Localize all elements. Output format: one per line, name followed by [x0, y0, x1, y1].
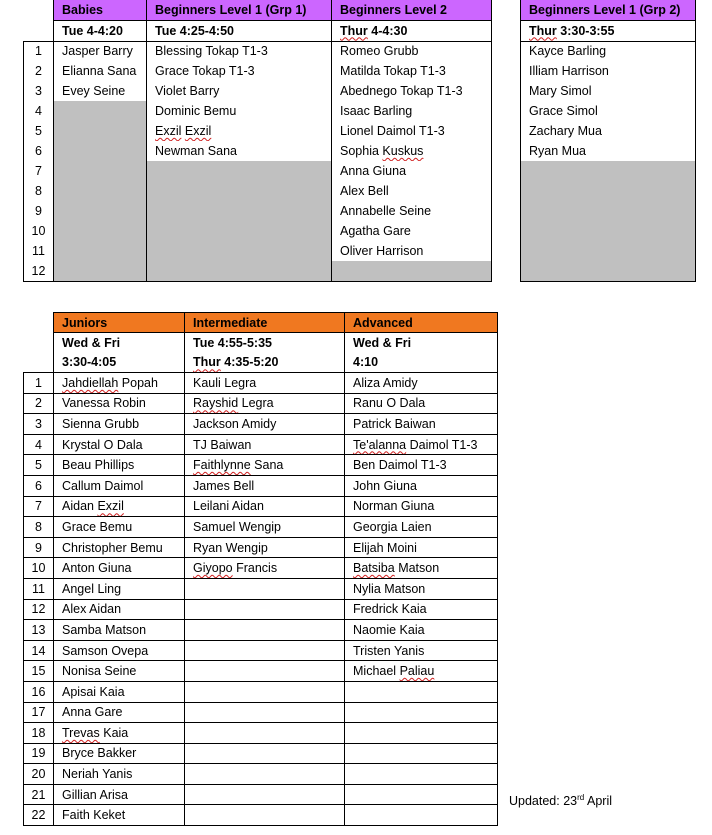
name-cell: Batsiba Matson	[345, 558, 498, 579]
bottom-time-row-1	[24, 333, 498, 353]
name-cell: Exzil Exzil	[147, 121, 332, 141]
name-cell: Leilani Aidan	[185, 496, 345, 517]
name-cell: Anna Giuna	[332, 161, 492, 181]
name-cell: Samson Ovepa	[54, 640, 185, 661]
empty-cell	[147, 181, 332, 201]
empty-cell	[147, 221, 332, 241]
row-number: 6	[24, 475, 54, 496]
empty-cell	[54, 241, 147, 261]
empty-cell	[185, 599, 345, 620]
group-time: 3:30-4:05	[54, 353, 185, 373]
row-number: 2	[24, 61, 54, 81]
row-number: 19	[24, 743, 54, 764]
empty-cell	[521, 221, 696, 241]
name-cell: Michael Paliau	[345, 661, 498, 682]
row-number: 10	[24, 558, 54, 579]
table-row	[24, 599, 498, 620]
table-row	[24, 161, 492, 181]
name-cell: Abednego Tokap T1-3	[332, 81, 492, 101]
group-time: Wed & Fri	[54, 333, 185, 353]
name-cell: Illiam Harrison	[521, 61, 696, 81]
name-cell: TJ Baiwan	[185, 434, 345, 455]
name-cell: Aidan Exzil	[54, 496, 185, 517]
name-cell: Blessing Tokap T1-3	[147, 41, 332, 61]
empty-cell	[185, 743, 345, 764]
name-cell: Vanessa Robin	[54, 393, 185, 414]
empty-cell	[54, 161, 147, 181]
empty-cell	[185, 578, 345, 599]
table-row	[24, 702, 498, 723]
bottom-schedule-table	[23, 312, 498, 826]
name-cell: Beau Phillips	[54, 455, 185, 476]
empty-cell	[54, 141, 147, 161]
grp2-header-row	[521, 0, 696, 20]
name-cell: Giyopo Francis	[185, 558, 345, 579]
empty-cell	[521, 201, 696, 221]
name-cell: Faithlynne Sana	[185, 455, 345, 476]
name-cell: Alex Aidan	[54, 599, 185, 620]
row-number: 13	[24, 620, 54, 641]
grp2-schedule-table	[520, 0, 696, 282]
name-cell: Zachary Mua	[521, 121, 696, 141]
table-row	[24, 455, 498, 476]
name-cell: Alex Bell	[332, 181, 492, 201]
empty-cell	[147, 161, 332, 181]
name-cell: Norman Giuna	[345, 496, 498, 517]
row-number-header	[24, 20, 54, 41]
group-time: Tue 4-4:20	[54, 20, 147, 41]
table-row	[24, 81, 492, 101]
empty-cell	[54, 201, 147, 221]
name-cell: Naomie Kaia	[345, 620, 498, 641]
row-number: 12	[24, 261, 54, 281]
table-row	[521, 201, 696, 221]
name-cell: Violet Barry	[147, 81, 332, 101]
row-number-header	[24, 353, 54, 373]
name-cell: Ben Daimol T1-3	[345, 455, 498, 476]
name-cell: Tristen Yanis	[345, 640, 498, 661]
empty-cell	[345, 702, 498, 723]
empty-cell	[521, 181, 696, 201]
empty-cell	[147, 241, 332, 261]
group-time: Thur 3:30-3:55	[521, 20, 696, 41]
table-row	[24, 261, 492, 281]
name-cell: Faith Keket	[54, 805, 185, 826]
table-row	[24, 805, 498, 826]
empty-cell	[345, 805, 498, 826]
empty-cell	[54, 181, 147, 201]
top-header-row	[24, 0, 492, 20]
table-row	[521, 241, 696, 261]
name-cell: Annabelle Seine	[332, 201, 492, 221]
row-number: 14	[24, 640, 54, 661]
group-time: Thur 4:35-5:20	[185, 353, 345, 373]
grp2-time-row	[521, 20, 696, 41]
name-cell: Krystal O Dala	[54, 434, 185, 455]
table-row	[24, 681, 498, 702]
table-row	[24, 578, 498, 599]
group-header: Juniors	[54, 313, 185, 333]
updated-note	[509, 793, 612, 808]
group-time: Tue 4:55-5:35	[185, 333, 345, 353]
empty-cell	[345, 743, 498, 764]
name-cell: Te'alanna Daimol T1-3	[345, 434, 498, 455]
name-cell: Samuel Wengip	[185, 517, 345, 538]
table-row	[24, 393, 498, 414]
name-cell: Grace Bemu	[54, 517, 185, 538]
group-header: Advanced	[345, 313, 498, 333]
table-row	[24, 784, 498, 805]
name-cell: Neriah Yanis	[54, 764, 185, 785]
name-cell: Kauli Legra	[185, 373, 345, 394]
name-cell: Fredrick Kaia	[345, 599, 498, 620]
table-row	[24, 620, 498, 641]
bottom-header-row	[24, 313, 498, 333]
table-row	[521, 41, 696, 61]
name-cell: Agatha Gare	[332, 221, 492, 241]
table-row	[24, 181, 492, 201]
name-cell: James Bell	[185, 475, 345, 496]
row-number-header	[24, 313, 54, 333]
empty-cell	[521, 161, 696, 181]
empty-cell	[185, 640, 345, 661]
table-row	[521, 161, 696, 181]
name-cell: Samba Matson	[54, 620, 185, 641]
empty-cell	[54, 261, 147, 281]
updated-sup: rd	[577, 793, 585, 802]
name-cell: Anton Giuna	[54, 558, 185, 579]
name-cell: Elijah Moini	[345, 537, 498, 558]
name-cell: Ryan Mua	[521, 141, 696, 161]
table-row	[521, 221, 696, 241]
name-cell: Ryan Wengip	[185, 537, 345, 558]
row-number: 11	[24, 578, 54, 599]
name-cell: Dominic Bemu	[147, 101, 332, 121]
row-number: 1	[24, 41, 54, 61]
row-number: 12	[24, 599, 54, 620]
table-row	[24, 723, 498, 744]
table-row	[24, 141, 492, 161]
table-row	[24, 434, 498, 455]
row-number: 10	[24, 221, 54, 241]
table-row	[24, 121, 492, 141]
empty-cell	[185, 702, 345, 723]
table-row	[24, 743, 498, 764]
row-number: 7	[24, 496, 54, 517]
name-cell: Aliza Amidy	[345, 373, 498, 394]
row-number: 8	[24, 517, 54, 538]
row-number: 15	[24, 661, 54, 682]
row-number: 2	[24, 393, 54, 414]
name-cell: Georgia Laien	[345, 517, 498, 538]
empty-cell	[345, 723, 498, 744]
name-cell: Jackson Amidy	[185, 414, 345, 435]
table-row	[521, 81, 696, 101]
table-row	[521, 141, 696, 161]
row-number: 8	[24, 181, 54, 201]
name-cell: Patrick Baiwan	[345, 414, 498, 435]
table-row	[521, 101, 696, 121]
name-cell: Bryce Bakker	[54, 743, 185, 764]
empty-cell	[147, 201, 332, 221]
empty-cell	[185, 661, 345, 682]
table-row	[521, 121, 696, 141]
top-time-row	[24, 20, 492, 41]
empty-cell	[185, 764, 345, 785]
empty-cell	[345, 764, 498, 785]
name-cell: Elianna Sana	[54, 61, 147, 81]
table-row	[24, 373, 498, 394]
empty-cell	[185, 723, 345, 744]
table-row	[24, 537, 498, 558]
name-cell: Sophia Kuskus	[332, 141, 492, 161]
name-cell: Gillian Arisa	[54, 784, 185, 805]
row-number: 3	[24, 414, 54, 435]
row-number: 7	[24, 161, 54, 181]
name-cell: Angel Ling	[54, 578, 185, 599]
table-row	[521, 181, 696, 201]
name-cell: Anna Gare	[54, 702, 185, 723]
table-row	[24, 241, 492, 261]
row-number: 1	[24, 373, 54, 394]
group-time: 4:10	[345, 353, 498, 373]
group-time: Wed & Fri	[345, 333, 498, 353]
row-number: 4	[24, 434, 54, 455]
name-cell: Jahdiellah Popah	[54, 373, 185, 394]
group-header: Beginners Level 1 (Grp 1)	[147, 0, 332, 20]
table-row	[24, 61, 492, 81]
name-cell: Lionel Daimol T1-3	[332, 121, 492, 141]
table-row	[24, 517, 498, 538]
row-number-header	[24, 333, 54, 353]
table-row	[24, 640, 498, 661]
row-number: 11	[24, 241, 54, 261]
table-row	[24, 558, 498, 579]
empty-cell	[521, 261, 696, 281]
row-number: 16	[24, 681, 54, 702]
table-row	[24, 496, 498, 517]
empty-cell	[345, 784, 498, 805]
row-number: 3	[24, 81, 54, 101]
name-cell: Kayce Barling	[521, 41, 696, 61]
name-cell: Trevas Kaia	[54, 723, 185, 744]
top-schedule-table	[23, 0, 492, 282]
table-row	[521, 261, 696, 281]
empty-cell	[54, 101, 147, 121]
name-cell: Apisai Kaia	[54, 681, 185, 702]
name-cell: Grace Tokap T1-3	[147, 61, 332, 81]
name-cell: Isaac Barling	[332, 101, 492, 121]
group-header: Beginners Level 2	[332, 0, 492, 20]
table-row	[24, 201, 492, 221]
empty-cell	[147, 261, 332, 281]
name-cell: Jasper Barry	[54, 41, 147, 61]
name-cell: Nonisa Seine	[54, 661, 185, 682]
row-number: 22	[24, 805, 54, 826]
empty-cell	[185, 681, 345, 702]
name-cell: Evey Seine	[54, 81, 147, 101]
name-cell: Mary Simol	[521, 81, 696, 101]
empty-cell	[521, 241, 696, 261]
table-row	[521, 61, 696, 81]
empty-cell	[332, 261, 492, 281]
row-number: 17	[24, 702, 54, 723]
name-cell: Christopher Bemu	[54, 537, 185, 558]
row-number: 9	[24, 201, 54, 221]
name-cell: Ranu O Dala	[345, 393, 498, 414]
row-number: 5	[24, 455, 54, 476]
table-row	[24, 101, 492, 121]
row-number: 20	[24, 764, 54, 785]
name-cell: John Giuna	[345, 475, 498, 496]
name-cell: Sienna Grubb	[54, 414, 185, 435]
table-row	[24, 764, 498, 785]
table-row	[24, 221, 492, 241]
name-cell: Callum Daimol	[54, 475, 185, 496]
table-row	[24, 661, 498, 682]
group-header: Intermediate	[185, 313, 345, 333]
table-row	[24, 41, 492, 61]
updated-prefix: Updated: 23	[509, 794, 578, 809]
empty-cell	[185, 620, 345, 641]
name-cell: Romeo Grubb	[332, 41, 492, 61]
empty-cell	[54, 121, 147, 141]
name-cell: Grace Simol	[521, 101, 696, 121]
bottom-time-row-2	[24, 353, 498, 373]
group-header: Babies	[54, 0, 147, 20]
table-row	[24, 475, 498, 496]
name-cell: Rayshid Legra	[185, 393, 345, 414]
group-time: Thur 4-4:30	[332, 20, 492, 41]
row-number: 9	[24, 537, 54, 558]
row-number: 21	[24, 784, 54, 805]
updated-suffix: April	[584, 794, 613, 809]
row-number: 6	[24, 141, 54, 161]
group-time: Tue 4:25-4:50	[147, 20, 332, 41]
group-header: Beginners Level 1 (Grp 2)	[521, 0, 696, 20]
empty-cell	[185, 805, 345, 826]
row-number: 5	[24, 121, 54, 141]
empty-cell	[185, 784, 345, 805]
row-number: 18	[24, 723, 54, 744]
name-cell: Oliver Harrison	[332, 241, 492, 261]
empty-cell	[54, 221, 147, 241]
row-number-header	[24, 0, 54, 20]
empty-cell	[345, 681, 498, 702]
table-row	[24, 414, 498, 435]
name-cell: Newman Sana	[147, 141, 332, 161]
name-cell: Matilda Tokap T1-3	[332, 61, 492, 81]
name-cell: Nylia Matson	[345, 578, 498, 599]
row-number: 4	[24, 101, 54, 121]
